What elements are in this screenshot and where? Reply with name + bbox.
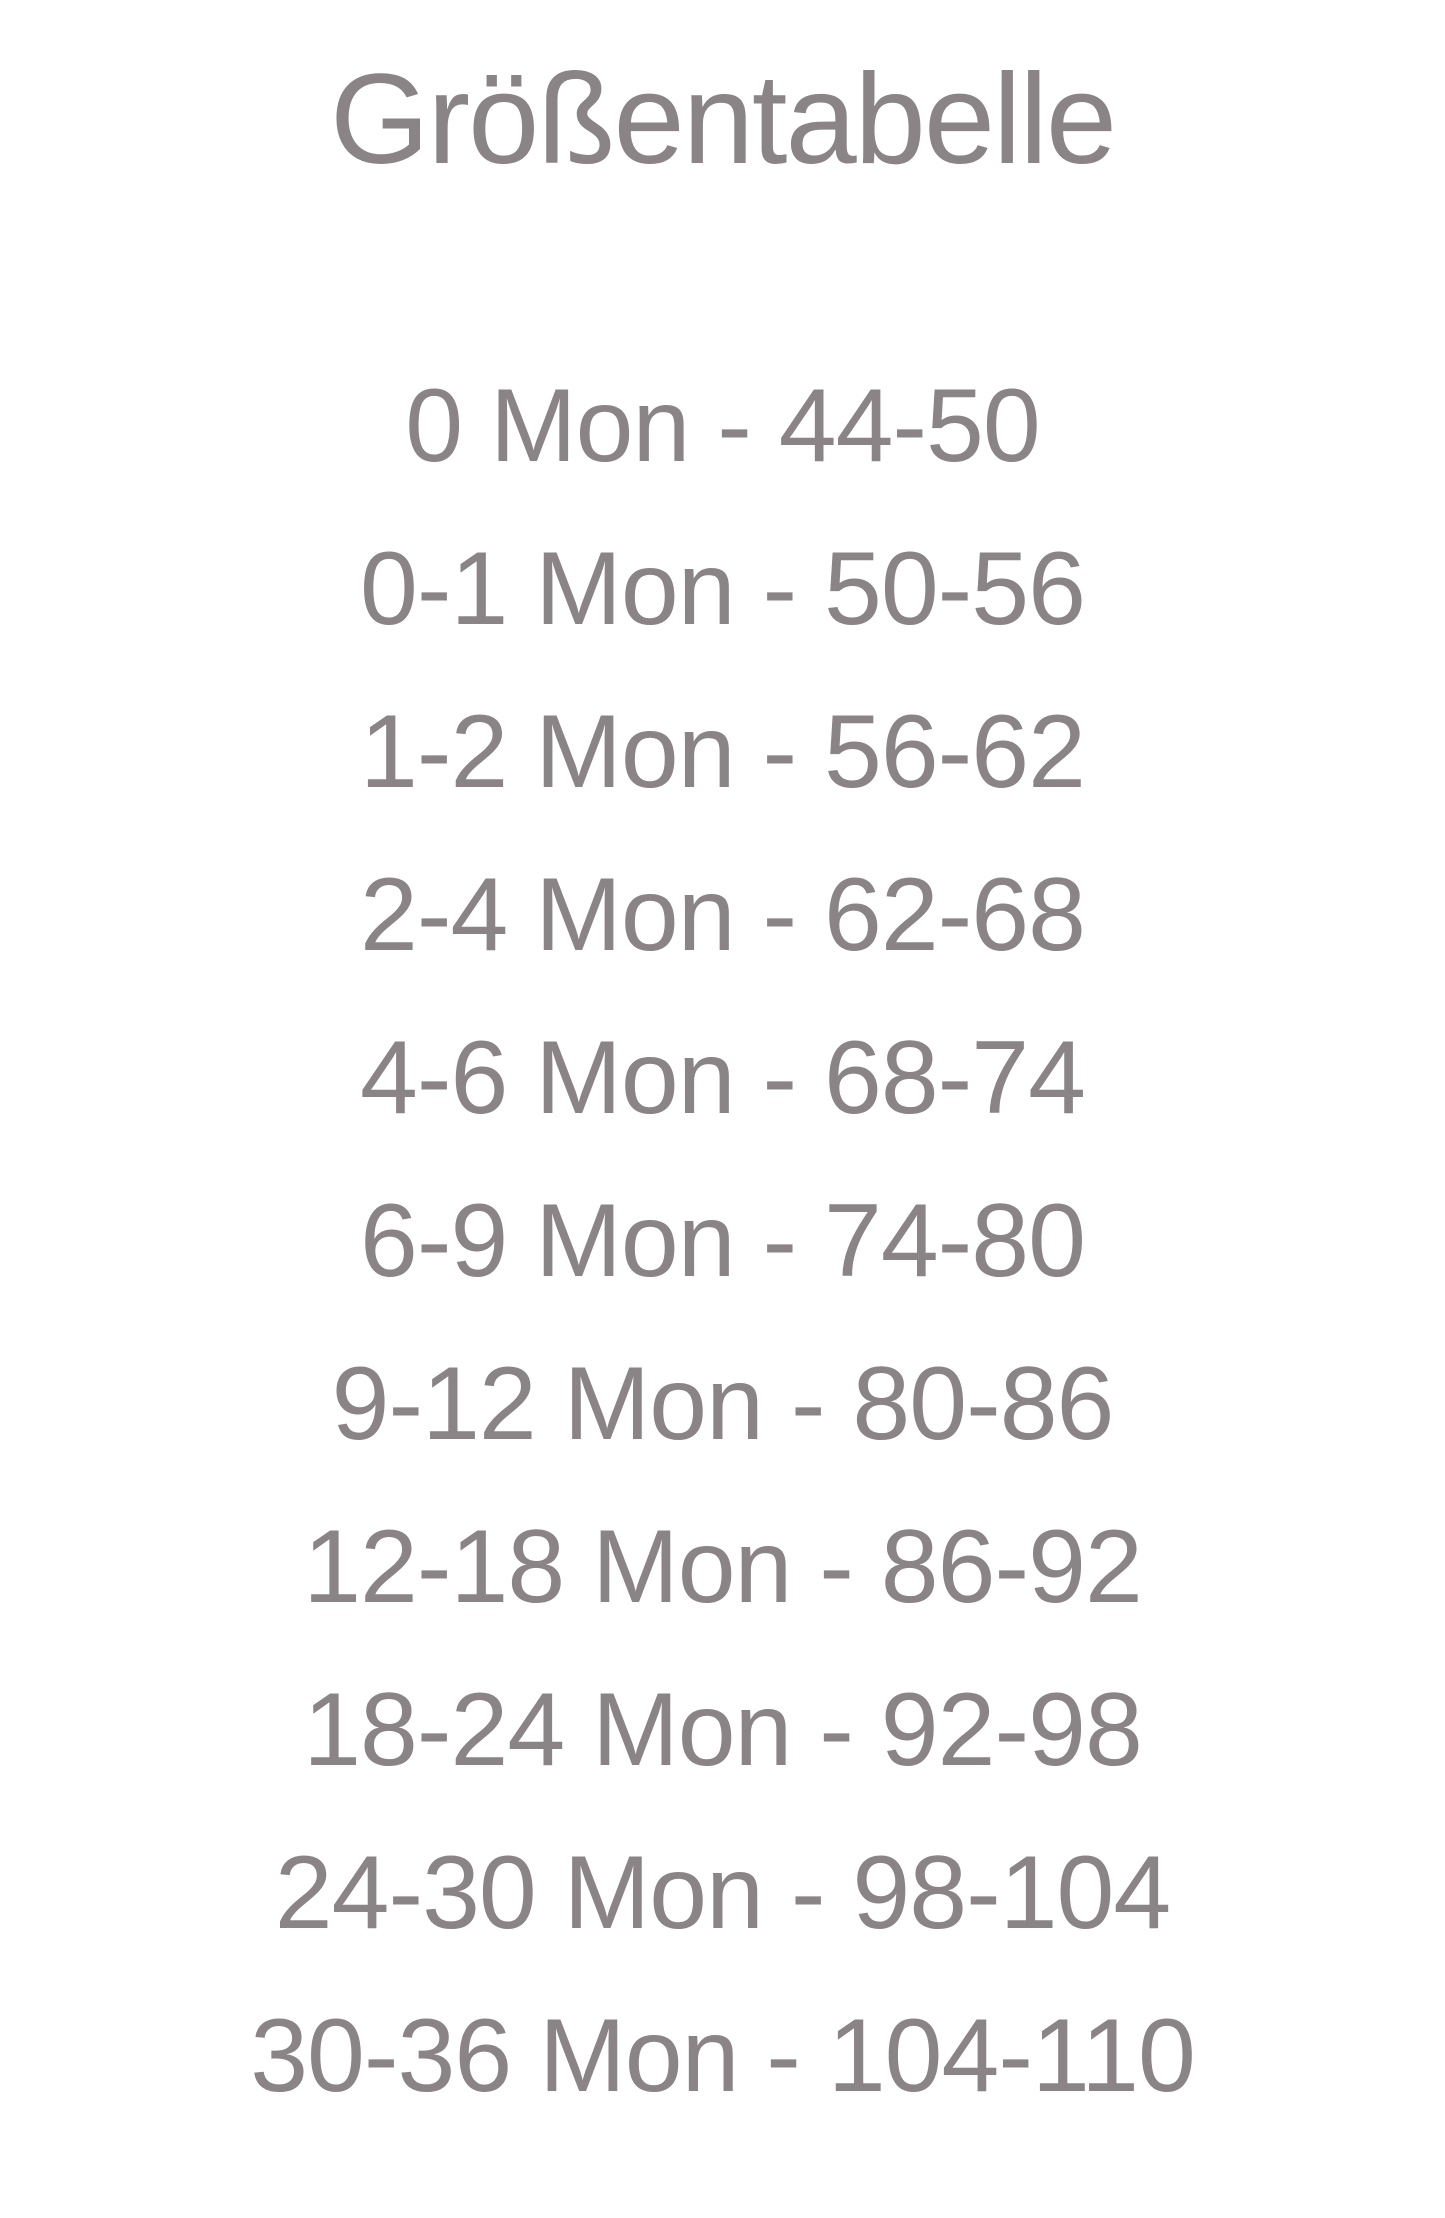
size-row: 0-1 Mon - 50-56 bbox=[360, 530, 1085, 647]
size-list bbox=[0, 344, 1445, 2137]
size-row: 6-9 Mon - 74-80 bbox=[360, 1182, 1085, 1299]
size-row: 9-12 Mon - 80-86 bbox=[331, 1345, 1114, 1462]
size-row: 12-18 Mon - 86-92 bbox=[303, 1508, 1142, 1625]
size-row: 2-4 Mon - 62-68 bbox=[360, 856, 1085, 973]
size-row: 24-30 Mon - 98-104 bbox=[274, 1834, 1171, 1951]
size-row: 1-2 Mon - 56-62 bbox=[360, 693, 1085, 810]
size-row: 18-24 Mon - 92-98 bbox=[303, 1671, 1142, 1788]
size-row: 0 Mon - 44-50 bbox=[405, 367, 1040, 484]
size-row: 30-36 Mon - 104-110 bbox=[250, 1997, 1195, 2114]
page-title: Größentabelle bbox=[329, 48, 1116, 191]
size-row: 4-6 Mon - 68-74 bbox=[360, 1019, 1085, 1136]
